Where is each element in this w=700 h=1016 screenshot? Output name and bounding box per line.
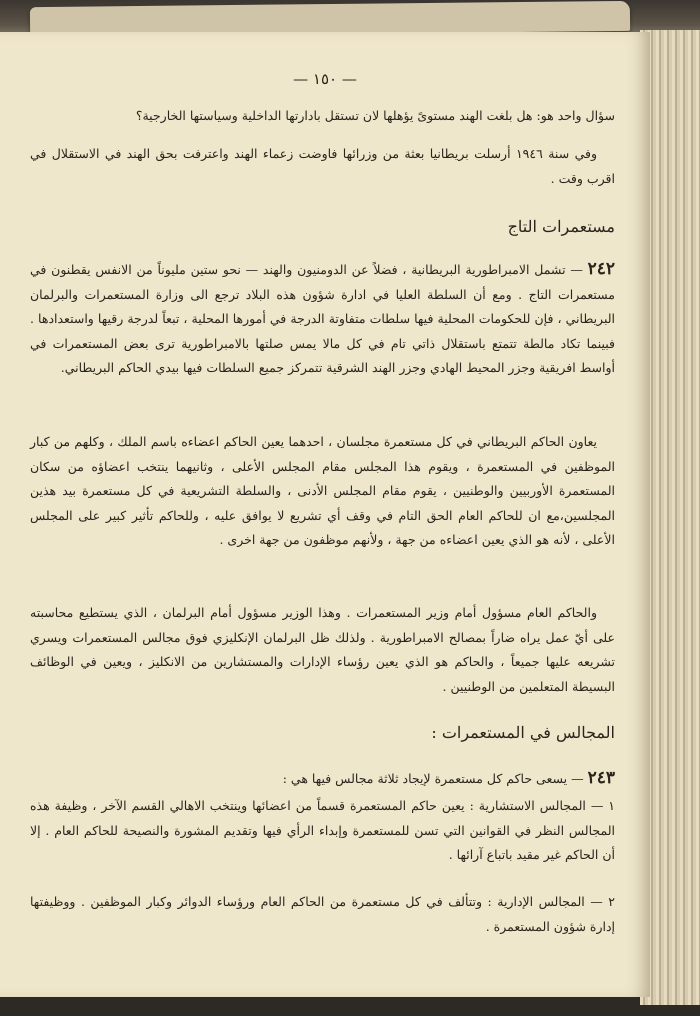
section-243-text: — يسعى حاكم كل مستعمرة لإيجاد ثلاثة مجالس فيها هي : xyxy=(282,771,584,786)
list-item-administrative-councils xyxy=(30,890,615,939)
heading-crown-colonies: مستعمرات التاج xyxy=(507,217,615,236)
paragraph-governor-councils: يعاون الحاكم البريطاني في كل مستعمرة مجلسان ، احدهما يعين الحاكم اعضاءه باسم الملك ، وكلهم من كبار الموظفين في المستعمرة ، ويقوم هذا المجلس مقام المجلس الأعلى ، وثانيهما ينتخب اعضاؤه من سكان المستعمرة الأوربيين والوطنيين ، يقوم مقام المجلس الأدنى ، والسلطة التشريعية في كل مستعمرة بيد هذين المجلسين،مع ان للحاكم العام الحق التام في وقف أي تشريع لا يوافق عليه ، وللحاكم تأثير كبير على المجلس الأعلى ، لأنه هو الذي يعين اعضاءه من جهة ، ولأنهم موظفون من جهة اخرى . xyxy=(30,434,615,548)
list-item-1-number: ١ — xyxy=(590,798,616,813)
paragraph-1946-mission: وفي سنة ١٩٤٦ أرسلت بريطانيا بعثة من وزرائها فاوضت زعماء الهند واعترفت بحق الهند في الاستقلال في اقرب وقت . xyxy=(30,146,615,186)
section-242 xyxy=(30,257,615,381)
paragraph-intro-question: سؤال واحد هو: هل بلغت الهند مستوىً يؤهلها لان تستقل بادارتها الداخلية وسياستها الخارجية؟ xyxy=(135,108,615,123)
page-number: — ١٥٠ — xyxy=(293,70,357,88)
list-item-2-number: ٢ — xyxy=(590,894,615,909)
section-242-text: — تشمل الامبراطورية البريطانية ، فضلاً عن الدومنيون والهند — نحو ستين مليوناً من الانفس يقطنون في مستعمرات التاج . ومع أن السلطة العليا في ادارة شؤون هذه البلاد ترجع الى وزارة المستعمرات والبرلمان البريطاني ، فإن للحكومات المحلية فيها سلطات متفاوتة الدرجة في أمورها المحلية ، تبعاً لدرجة رقيها واستعدادها . فبينما تكاد مالطة تتمتع باستقلال ذاتي تام في كل مالا يمس صلتها بالامبراطورية ترى بعض المستعمرات في أواسط افريقية وجزر المحيط الهادي وجزر الهند الشرقية تتمركز جميع السلطات فيها بيدي الحاكم البريطاني. xyxy=(30,262,615,376)
section-242-number: ٢٤٢ xyxy=(587,259,615,279)
heading-councils-in-colonies: المجالس في المستعمرات : xyxy=(431,723,615,742)
paragraph-governor-responsibility: والحاكم العام مسؤول أمام وزير المستعمرات . وهذا الوزير مسؤول أمام البرلمان ، الذي يستطيع محاسبته على أيّ عمل يراه ضاراً بمصالح الامبراطورية . ولذلك ظل البرلمان الإنكليزي فوق مجالس المستعمرات ويسري تشريعه عليها جميعاً ، والحاكم هو الذي يعين رؤساء الإدارات والمستشارين من الانكليز ، ويعين في الوظائف البسيطة المتعلمين من الوطنيين . xyxy=(30,605,615,694)
list-item-1-text: المجالس الاستشارية : يعين حاكم المستعمرة قسماً من اعضائها وينتخب الاهالي القسم الآخر ، وظيفة هذه المجالس النظر في القوانين التي تسن للمستعمرة وإبداء الرأي فيها وتقديم المشورة والنصيحة للحاكم العام . إلا أن الحاكم غير مقيد باتباع آرائها . xyxy=(30,798,615,863)
section-243 xyxy=(30,766,615,792)
section-243-number: ٢٤٣ xyxy=(587,768,615,788)
list-item-advisory-councils xyxy=(30,794,615,868)
list-item-2-text: المجالس الإدارية : وتتألف في كل مستعمرة من الحاكم العام ورؤساء الدوائر وكبار الموظفين . ووظيفتها إدارة شؤون المستعمرة . xyxy=(30,894,615,934)
book-page xyxy=(0,32,650,997)
